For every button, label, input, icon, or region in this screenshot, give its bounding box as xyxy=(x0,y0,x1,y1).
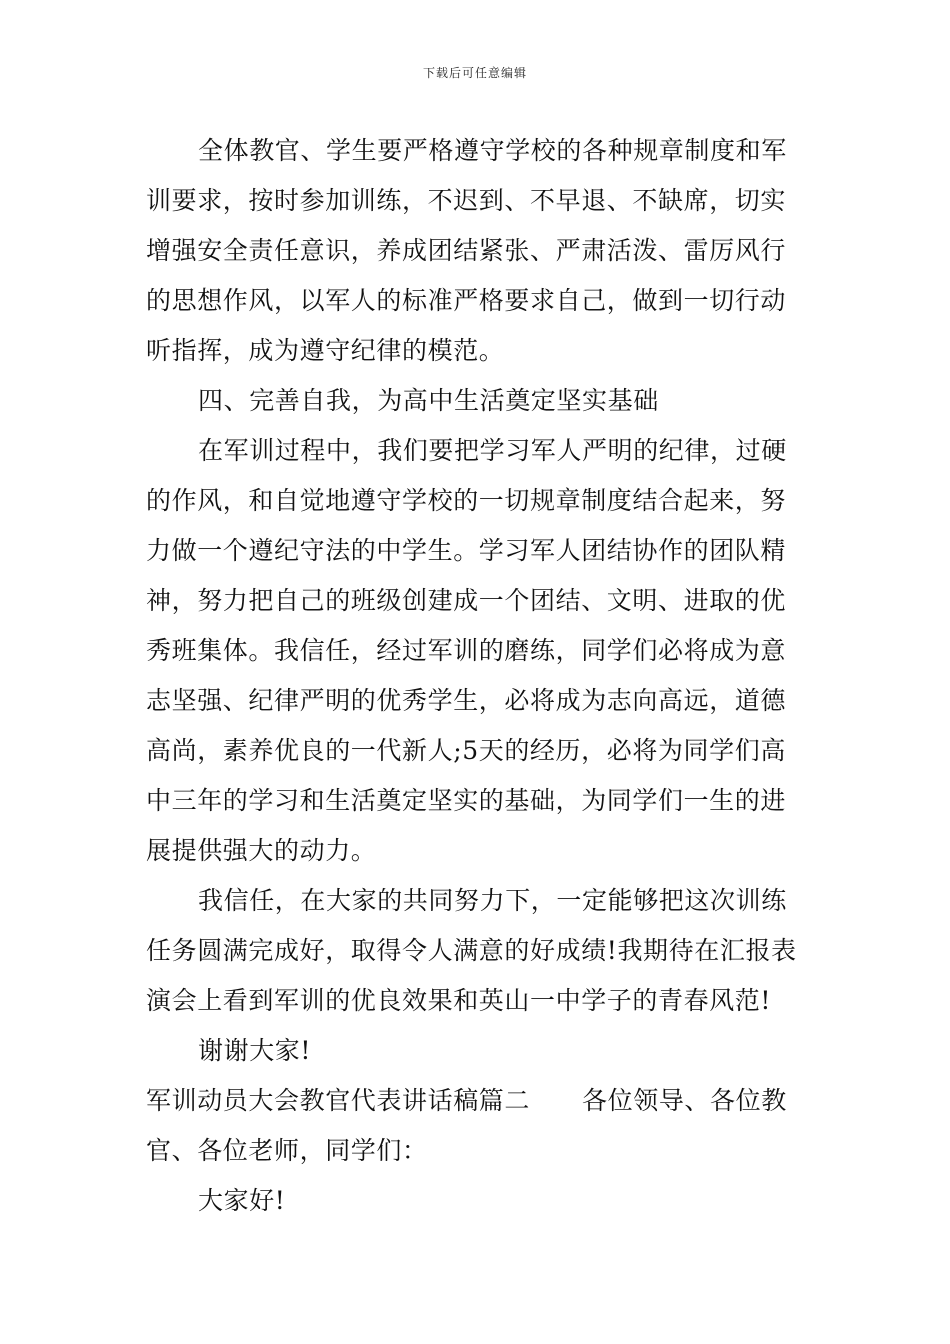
paragraph-thanks: 谢谢大家! xyxy=(198,1036,312,1065)
document-body xyxy=(146,126,806,1226)
speech-title: 军训动员大会教官代表讲话稿篇二 xyxy=(146,1086,531,1115)
paragraph-confidence: 我信任，在大家的共同努力下，一定能够把这次训练任务圆满完成好，取得令人满意的好成绩!我期待在汇报表演会上看到军训的优良效果和英山一中学子的青春风范! xyxy=(146,886,797,1015)
speech-title-line xyxy=(146,1076,806,1176)
section-heading-four: 四、完善自我，为高中生活奠定坚实基础 xyxy=(198,386,659,415)
paragraph-greeting: 大家好! xyxy=(198,1186,286,1215)
paragraph-training-process: 在军训过程中，我们要把学习军人严明的纪律，过硬的作风，和自觉地遵守学校的一切规章制度结合起来，努力做一个遵纪守法的中学生。学习军人团结协作的团队精神，努力把自己的班级创建成一个团结、文明、进取的优秀班集体。我信任，经过军训的磨练，同学们必将成为意志坚强、纪律严明的优秀学生，必将成为志向高远，道德高尚，素养优良的一代新人;5天的经历，必将为同学们高中三年的学习和生活奠定坚实的基础，为同学们一生的进展提供强大的动力。 xyxy=(146,436,787,865)
paragraph-discipline: 全体教官、学生要严格遵守学校的各种规章制度和军训要求，按时参加训练，不迟到、不早退、不缺席，切实增强安全责任意识，养成团结紧张、严肃活泼、雷厉风行的思想作风，以军人的标准严格要求自己，做到一切行动听指挥，成为遵守纪律的模范。 xyxy=(146,136,787,365)
speech-salutation: 各位领导、各位教官、各位老师，同学们： xyxy=(146,1086,787,1165)
page-header-note: 下载后可任意编辑 xyxy=(422,66,527,80)
